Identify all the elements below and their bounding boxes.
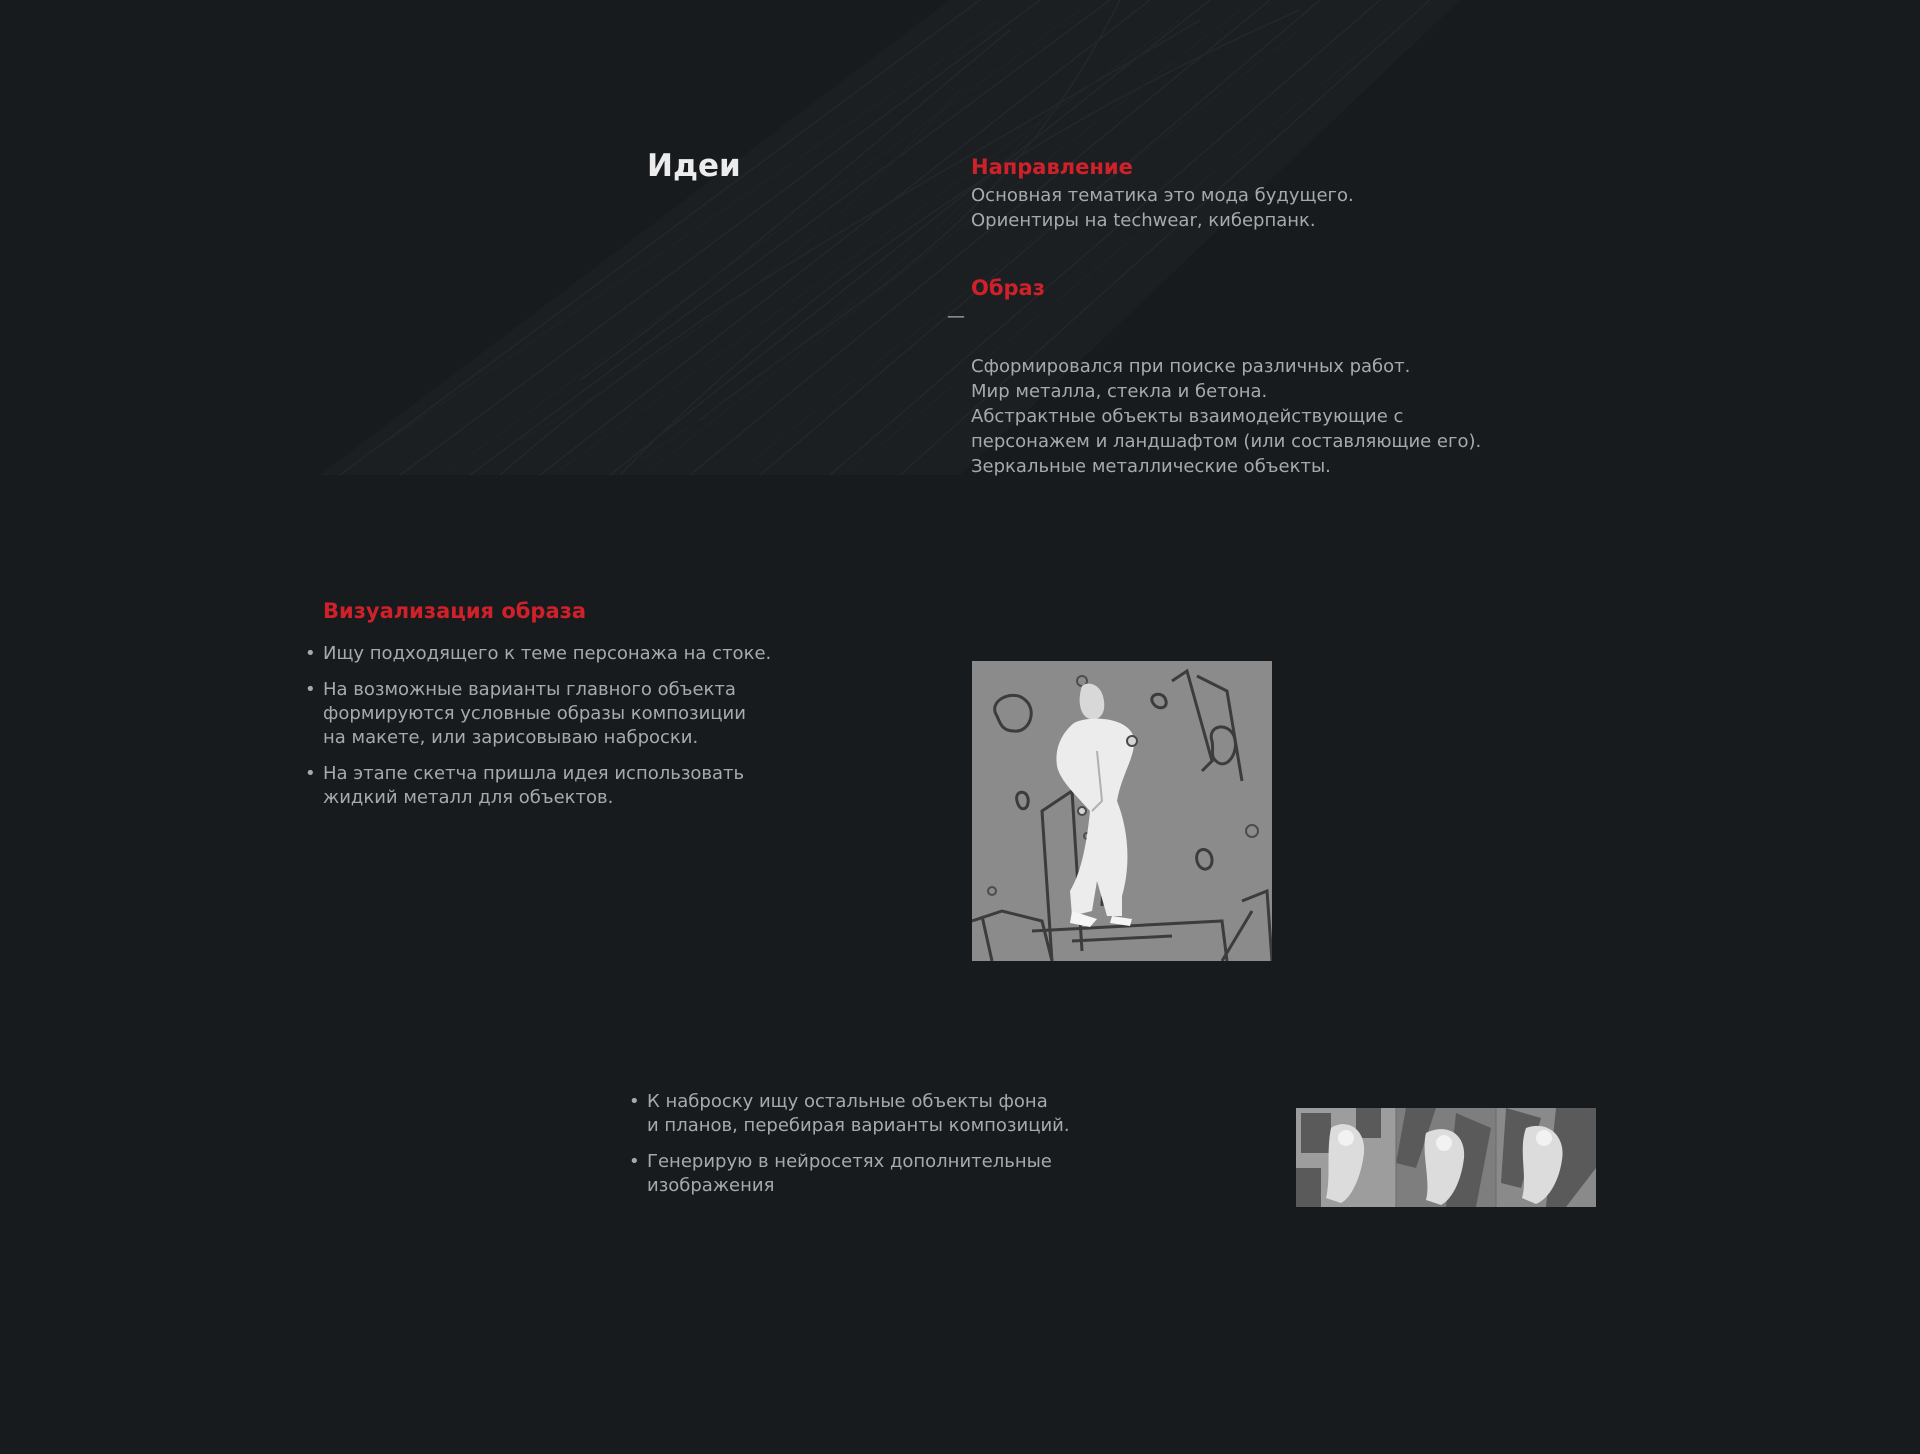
list-item-text: На возможные варианты главного объекта формируются условные образы композиции на макете, или зарисовываю наброски. (323, 679, 746, 749)
page-title: Идеи (647, 148, 741, 184)
list-item-text: Генерирую в нейросетях дополнительные изображения (647, 1151, 1052, 1196)
bullet-icon: • (305, 643, 316, 665)
image-concept-heading: Образ (971, 276, 1045, 300)
composition-variants-strip (1296, 1108, 1596, 1207)
visualization-list (305, 642, 843, 810)
list-item (305, 762, 843, 810)
direction-section (971, 155, 1531, 233)
list-item (629, 1090, 1167, 1138)
bullet-icon: • (305, 763, 316, 785)
list-item-text: Ищу подходящего к теме персонажа на стоке. (323, 643, 772, 665)
background-line-texture (0, 0, 1920, 480)
visualization-heading: Визуализация образа (323, 599, 586, 623)
visualization-section (305, 599, 843, 822)
list-item-text: К наброску ищу остальные объекты фона и планов, перебирая варианты композиций. (647, 1091, 1070, 1136)
bullet-icon: • (629, 1091, 640, 1112)
direction-heading: Направление (971, 155, 1133, 179)
background-search-list (629, 1090, 1167, 1198)
sketch-drawing (972, 661, 1272, 961)
image-concept-body (947, 304, 1531, 479)
direction-text: Основная тематика это мода будущего. Ориентиры на techwear, киберпанк. (971, 185, 1354, 232)
composition-variants-image (1296, 1108, 1596, 1207)
list-item (305, 678, 843, 750)
bullet-icon: • (305, 679, 316, 701)
bullet-icon: • (629, 1151, 640, 1172)
background-search-section (629, 1090, 1167, 1210)
image-concept-text: Сформировался при поиске различных работ. Мир металла, стекла и бетона. Абстрактные объекты взаимодействующие с персонажем и ландшафтом (или составляющие его). Зеркальные металлические объекты. (971, 356, 1482, 478)
list-item (305, 642, 843, 666)
image-concept-section (947, 276, 1531, 479)
list-item (629, 1150, 1167, 1198)
sketch-image (972, 661, 1272, 961)
list-item-text: На этапе скетча пришла идея использовать жидкий металл для объектов. (323, 763, 745, 809)
dash-marker: — (947, 306, 965, 328)
